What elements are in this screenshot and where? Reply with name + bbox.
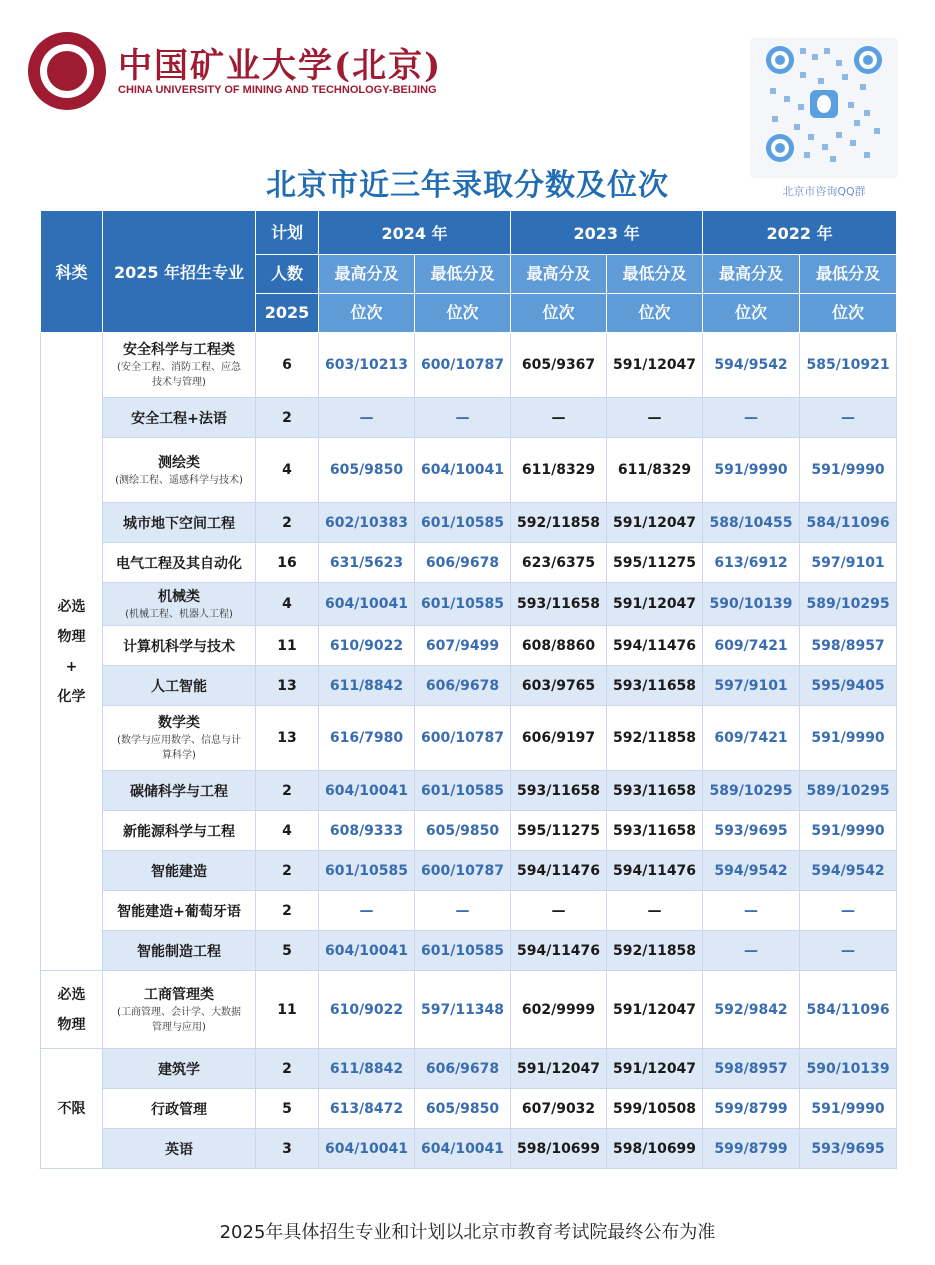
header-max-2023-rank: 位次 [511, 294, 607, 333]
category-line: + [65, 658, 78, 675]
major-name: 城市地下空间工程 [123, 515, 235, 532]
table-row [41, 666, 897, 706]
score-rank-cell: 597/9101 [703, 666, 800, 706]
score-rank-cell: 601/10585 [415, 583, 511, 626]
table-row [41, 771, 897, 811]
major-cell [103, 398, 256, 438]
major-cell [103, 503, 256, 543]
score-rank-cell: 603/9765 [511, 666, 607, 706]
score-rank-cell: 604/10041 [415, 1129, 511, 1169]
major-name: 智能建造 [151, 863, 207, 880]
score-rank-cell: 604/10041 [319, 931, 415, 971]
score-rank-cell: 600/10787 [415, 851, 511, 891]
score-rank-cell: 592/11858 [607, 931, 703, 971]
header-min-2024-rank: 位次 [415, 294, 511, 333]
score-rank-cell: 598/8957 [800, 626, 897, 666]
score-rank-cell: 594/9542 [800, 851, 897, 891]
score-rank-cell: 606/9678 [415, 1049, 511, 1089]
header-year-2023: 2023 年 [511, 211, 703, 255]
plan-count-cell: 4 [256, 583, 319, 626]
score-rank-cell: 598/10699 [607, 1129, 703, 1169]
table-row [41, 971, 897, 1049]
score-rank-cell: 608/8860 [511, 626, 607, 666]
major-name: 行政管理 [151, 1101, 207, 1118]
score-rank-cell: 593/11658 [607, 811, 703, 851]
score-rank-cell: 585/10921 [800, 333, 897, 398]
plan-count-cell: 2 [256, 771, 319, 811]
plan-count-cell: 2 [256, 1049, 319, 1089]
score-rank-cell: 603/10213 [319, 333, 415, 398]
score-rank-cell: 591/9990 [800, 811, 897, 851]
major-cell [103, 438, 256, 503]
score-rank-cell: — [800, 398, 897, 438]
score-rank-cell: 610/9022 [319, 971, 415, 1049]
score-rank-cell: — [415, 891, 511, 931]
score-rank-cell: 605/9850 [319, 438, 415, 503]
major-note: (测绘工程、遥感科学与技术) [115, 474, 243, 486]
score-rank-cell: — [511, 398, 607, 438]
major-cell [103, 706, 256, 771]
score-rank-cell: 589/10295 [800, 771, 897, 811]
score-rank-cell: 594/9542 [703, 851, 800, 891]
category-line: 必选 [57, 986, 86, 1003]
table-row [41, 1129, 897, 1169]
score-rank-cell: — [703, 931, 800, 971]
score-rank-cell: 584/11096 [800, 971, 897, 1049]
qr-caption: 北京市咨询QQ群 [782, 185, 866, 198]
score-rank-cell: 591/12047 [607, 1049, 703, 1089]
score-rank-cell: 613/6912 [703, 543, 800, 583]
score-rank-cell: — [415, 398, 511, 438]
plan-count-cell: 11 [256, 626, 319, 666]
score-rank-cell: 599/8799 [703, 1129, 800, 1169]
major-cell [103, 891, 256, 931]
plan-count-cell: 6 [256, 333, 319, 398]
score-rank-cell: 584/11096 [800, 503, 897, 543]
table-row [41, 626, 897, 666]
score-rank-cell: 598/10699 [511, 1129, 607, 1169]
header-plan-line2: 人数 [256, 255, 319, 294]
major-cell [103, 583, 256, 626]
score-rank-cell: 598/8957 [703, 1049, 800, 1089]
score-rank-cell: 611/8329 [607, 438, 703, 503]
plan-count-cell: 2 [256, 851, 319, 891]
score-rank-cell: 610/9022 [319, 626, 415, 666]
score-rank-cell: 597/11348 [415, 971, 511, 1049]
major-name: 安全科学与工程类 [123, 342, 235, 358]
plan-count-cell: 16 [256, 543, 319, 583]
score-rank-cell: 591/12047 [607, 971, 703, 1049]
table-row [41, 583, 897, 626]
table-row [41, 851, 897, 891]
table-row [41, 503, 897, 543]
plan-count-cell: 2 [256, 398, 319, 438]
major-cell [103, 1089, 256, 1129]
category-cell [41, 1049, 103, 1169]
plan-count-cell: 4 [256, 811, 319, 851]
header-max-2024-rank: 位次 [319, 294, 415, 333]
score-rank-cell: 609/7421 [703, 706, 800, 771]
university-name-cn: 中国矿业大学(北京) [118, 46, 443, 86]
score-rank-cell: 604/10041 [415, 438, 511, 503]
score-rank-cell: — [511, 891, 607, 931]
university-seal-logo [28, 32, 106, 110]
major-name: 电气工程及其自动化 [116, 555, 242, 572]
plan-count-cell: 3 [256, 1129, 319, 1169]
score-rank-cell: 591/9990 [703, 438, 800, 503]
score-rank-cell: 606/9678 [415, 543, 511, 583]
score-rank-cell: 595/11275 [607, 543, 703, 583]
score-rank-cell: — [703, 398, 800, 438]
table-row [41, 1089, 897, 1129]
score-rank-cell: 607/9499 [415, 626, 511, 666]
score-rank-cell: 591/9990 [800, 1089, 897, 1129]
score-rank-cell: 591/12047 [607, 583, 703, 626]
score-rank-cell: 594/9542 [703, 333, 800, 398]
table-row [41, 811, 897, 851]
major-cell [103, 931, 256, 971]
score-rank-cell: 606/9678 [415, 666, 511, 706]
score-rank-cell: 593/11658 [511, 583, 607, 626]
qr-code-icon [764, 44, 884, 164]
score-rank-cell: — [800, 891, 897, 931]
major-cell [103, 543, 256, 583]
score-rank-cell: 599/10508 [607, 1089, 703, 1129]
header-year-2022: 2022 年 [703, 211, 897, 255]
score-rank-cell: 593/11658 [511, 771, 607, 811]
score-rank-cell: 611/8329 [511, 438, 607, 503]
major-name: 建筑学 [158, 1061, 200, 1078]
plan-count-cell: 5 [256, 1089, 319, 1129]
score-rank-cell: 606/9197 [511, 706, 607, 771]
major-note: (安全工程、消防工程、应急技术与管理) [117, 362, 241, 388]
score-rank-cell: 591/9990 [800, 438, 897, 503]
score-rank-cell: — [607, 891, 703, 931]
major-name: 数学类 [158, 715, 200, 731]
score-rank-cell: 591/12047 [607, 503, 703, 543]
table-row [41, 931, 897, 971]
header-min-2022: 最低分及 [800, 255, 897, 294]
major-name: 安全工程+法语 [131, 410, 227, 427]
score-rank-cell: 601/10585 [415, 931, 511, 971]
score-rank-cell: 605/9850 [415, 811, 511, 851]
score-rank-cell: 597/9101 [800, 543, 897, 583]
score-rank-cell: 607/9032 [511, 1089, 607, 1129]
major-name: 机械类 [158, 588, 200, 605]
score-rank-cell: 608/9333 [319, 811, 415, 851]
header-plan-line3: 2025 [256, 294, 319, 333]
university-name-en: CHINA UNIVERSITY OF MINING AND TECHNOLOGY-BEIJING [118, 84, 437, 96]
major-cell [103, 626, 256, 666]
major-cell [103, 811, 256, 851]
major-cell [103, 771, 256, 811]
score-rank-cell: 605/9850 [415, 1089, 511, 1129]
table-row [41, 706, 897, 771]
footnote: 2025年具体招生专业和计划以北京市教育考试院最终公布为准 [219, 1222, 716, 1243]
score-rank-cell: 595/9405 [800, 666, 897, 706]
score-rank-cell: 601/10585 [415, 771, 511, 811]
plan-count-cell: 2 [256, 503, 319, 543]
score-rank-cell: 593/9695 [800, 1129, 897, 1169]
table-row [41, 398, 897, 438]
major-cell [103, 333, 256, 398]
score-rank-cell: 588/10455 [703, 503, 800, 543]
category-line: 不限 [57, 1100, 86, 1117]
score-rank-cell: — [319, 891, 415, 931]
major-name: 人工智能 [151, 678, 207, 695]
plan-count-cell: 13 [256, 666, 319, 706]
category-cell [41, 971, 103, 1049]
score-rank-cell: 600/10787 [415, 706, 511, 771]
score-rank-cell: 605/9367 [511, 333, 607, 398]
score-rank-cell: 594/11476 [607, 851, 703, 891]
header-year-2024: 2024 年 [319, 211, 511, 255]
score-rank-cell: 594/11476 [607, 626, 703, 666]
score-rank-cell: — [800, 931, 897, 971]
major-cell [103, 971, 256, 1049]
table-row [41, 1049, 897, 1089]
plan-count-cell: 4 [256, 438, 319, 503]
header-max-2024: 最高分及 [319, 255, 415, 294]
plan-count-cell: 5 [256, 931, 319, 971]
major-name: 碳储科学与工程 [130, 783, 228, 800]
table-row [41, 438, 897, 503]
score-rank-cell: 590/10139 [800, 1049, 897, 1089]
header-min-2023: 最低分及 [607, 255, 703, 294]
score-rank-cell: 589/10295 [703, 771, 800, 811]
plan-count-cell: 13 [256, 706, 319, 771]
major-name: 测绘类 [158, 454, 200, 471]
header-plan-line1: 计划 [256, 211, 319, 255]
score-rank-cell: 594/11476 [511, 851, 607, 891]
plan-count-cell: 2 [256, 891, 319, 931]
score-rank-cell: 613/8472 [319, 1089, 415, 1129]
major-note: (工商管理、会计学、大数据管理与应用) [117, 1006, 241, 1033]
score-rank-cell: 593/9695 [703, 811, 800, 851]
table-row [41, 891, 897, 931]
category-line: 物理 [57, 1016, 86, 1033]
table-row [41, 543, 897, 583]
score-rank-cell: 604/10041 [319, 1129, 415, 1169]
score-rank-cell: 599/8799 [703, 1089, 800, 1129]
score-rank-cell: 591/12047 [511, 1049, 607, 1089]
page-title: 北京市近三年录取分数及位次 [266, 168, 669, 203]
major-name: 智能建造+葡萄牙语 [117, 903, 241, 920]
score-rank-cell: 589/10295 [800, 583, 897, 626]
header-max-2023: 最高分及 [511, 255, 607, 294]
header-major: 2025 年招生专业 [103, 211, 256, 333]
score-rank-cell: 592/11858 [511, 503, 607, 543]
major-name: 英语 [165, 1141, 193, 1158]
score-rank-cell: 631/5623 [319, 543, 415, 583]
table-row [41, 333, 897, 398]
score-rank-cell: 591/12047 [607, 333, 703, 398]
table-body [41, 333, 897, 1169]
score-rank-cell: 593/11658 [607, 666, 703, 706]
score-rank-cell: 604/10041 [319, 583, 415, 626]
score-rank-cell: 595/11275 [511, 811, 607, 851]
major-name: 计算机科学与技术 [123, 638, 235, 655]
score-rank-cell: 611/8842 [319, 666, 415, 706]
category-cell [41, 333, 103, 971]
score-rank-cell: 604/10041 [319, 771, 415, 811]
category-line: 必选 [57, 598, 86, 615]
major-note: (机械工程、机器人工程) [125, 608, 233, 620]
header-min-2023-rank: 位次 [607, 294, 703, 333]
category-line: 化学 [57, 688, 86, 705]
score-rank-cell: 592/9842 [703, 971, 800, 1049]
major-cell [103, 1129, 256, 1169]
major-name: 新能源科学与工程 [123, 823, 235, 840]
score-rank-cell: 591/9990 [800, 706, 897, 771]
plan-count-cell: 11 [256, 971, 319, 1049]
score-rank-cell: 594/11476 [511, 931, 607, 971]
major-cell [103, 1049, 256, 1089]
score-rank-cell: 609/7421 [703, 626, 800, 666]
major-name: 智能制造工程 [137, 943, 221, 960]
score-rank-cell: 590/10139 [703, 583, 800, 626]
score-rank-cell: 593/11658 [607, 771, 703, 811]
qq-group-qr-code[interactable] [750, 38, 898, 198]
score-rank-cell: 602/9999 [511, 971, 607, 1049]
score-rank-cell: 611/8842 [319, 1049, 415, 1089]
header-max-2022: 最高分及 [703, 255, 800, 294]
major-cell [103, 666, 256, 706]
score-rank-cell: 602/10383 [319, 503, 415, 543]
score-rank-cell: 592/11858 [607, 706, 703, 771]
major-note: (数学与应用数学、信息与计算科学) [117, 735, 241, 761]
score-rank-cell: — [607, 398, 703, 438]
admission-score-table [40, 210, 897, 1169]
header-category: 科类 [41, 211, 103, 333]
score-rank-cell: 601/10585 [415, 503, 511, 543]
header-max-2022-rank: 位次 [703, 294, 800, 333]
page-header [0, 0, 935, 205]
category-line: 物理 [57, 628, 86, 645]
score-rank-cell: 601/10585 [319, 851, 415, 891]
header-min-2022-rank: 位次 [800, 294, 897, 333]
score-rank-cell: — [703, 891, 800, 931]
major-cell [103, 851, 256, 891]
score-rank-cell: 623/6375 [511, 543, 607, 583]
score-rank-cell: 600/10787 [415, 333, 511, 398]
major-name: 工商管理类 [144, 986, 214, 1003]
score-rank-cell: 616/7980 [319, 706, 415, 771]
header-min-2024: 最低分及 [415, 255, 511, 294]
score-rank-cell: — [319, 398, 415, 438]
